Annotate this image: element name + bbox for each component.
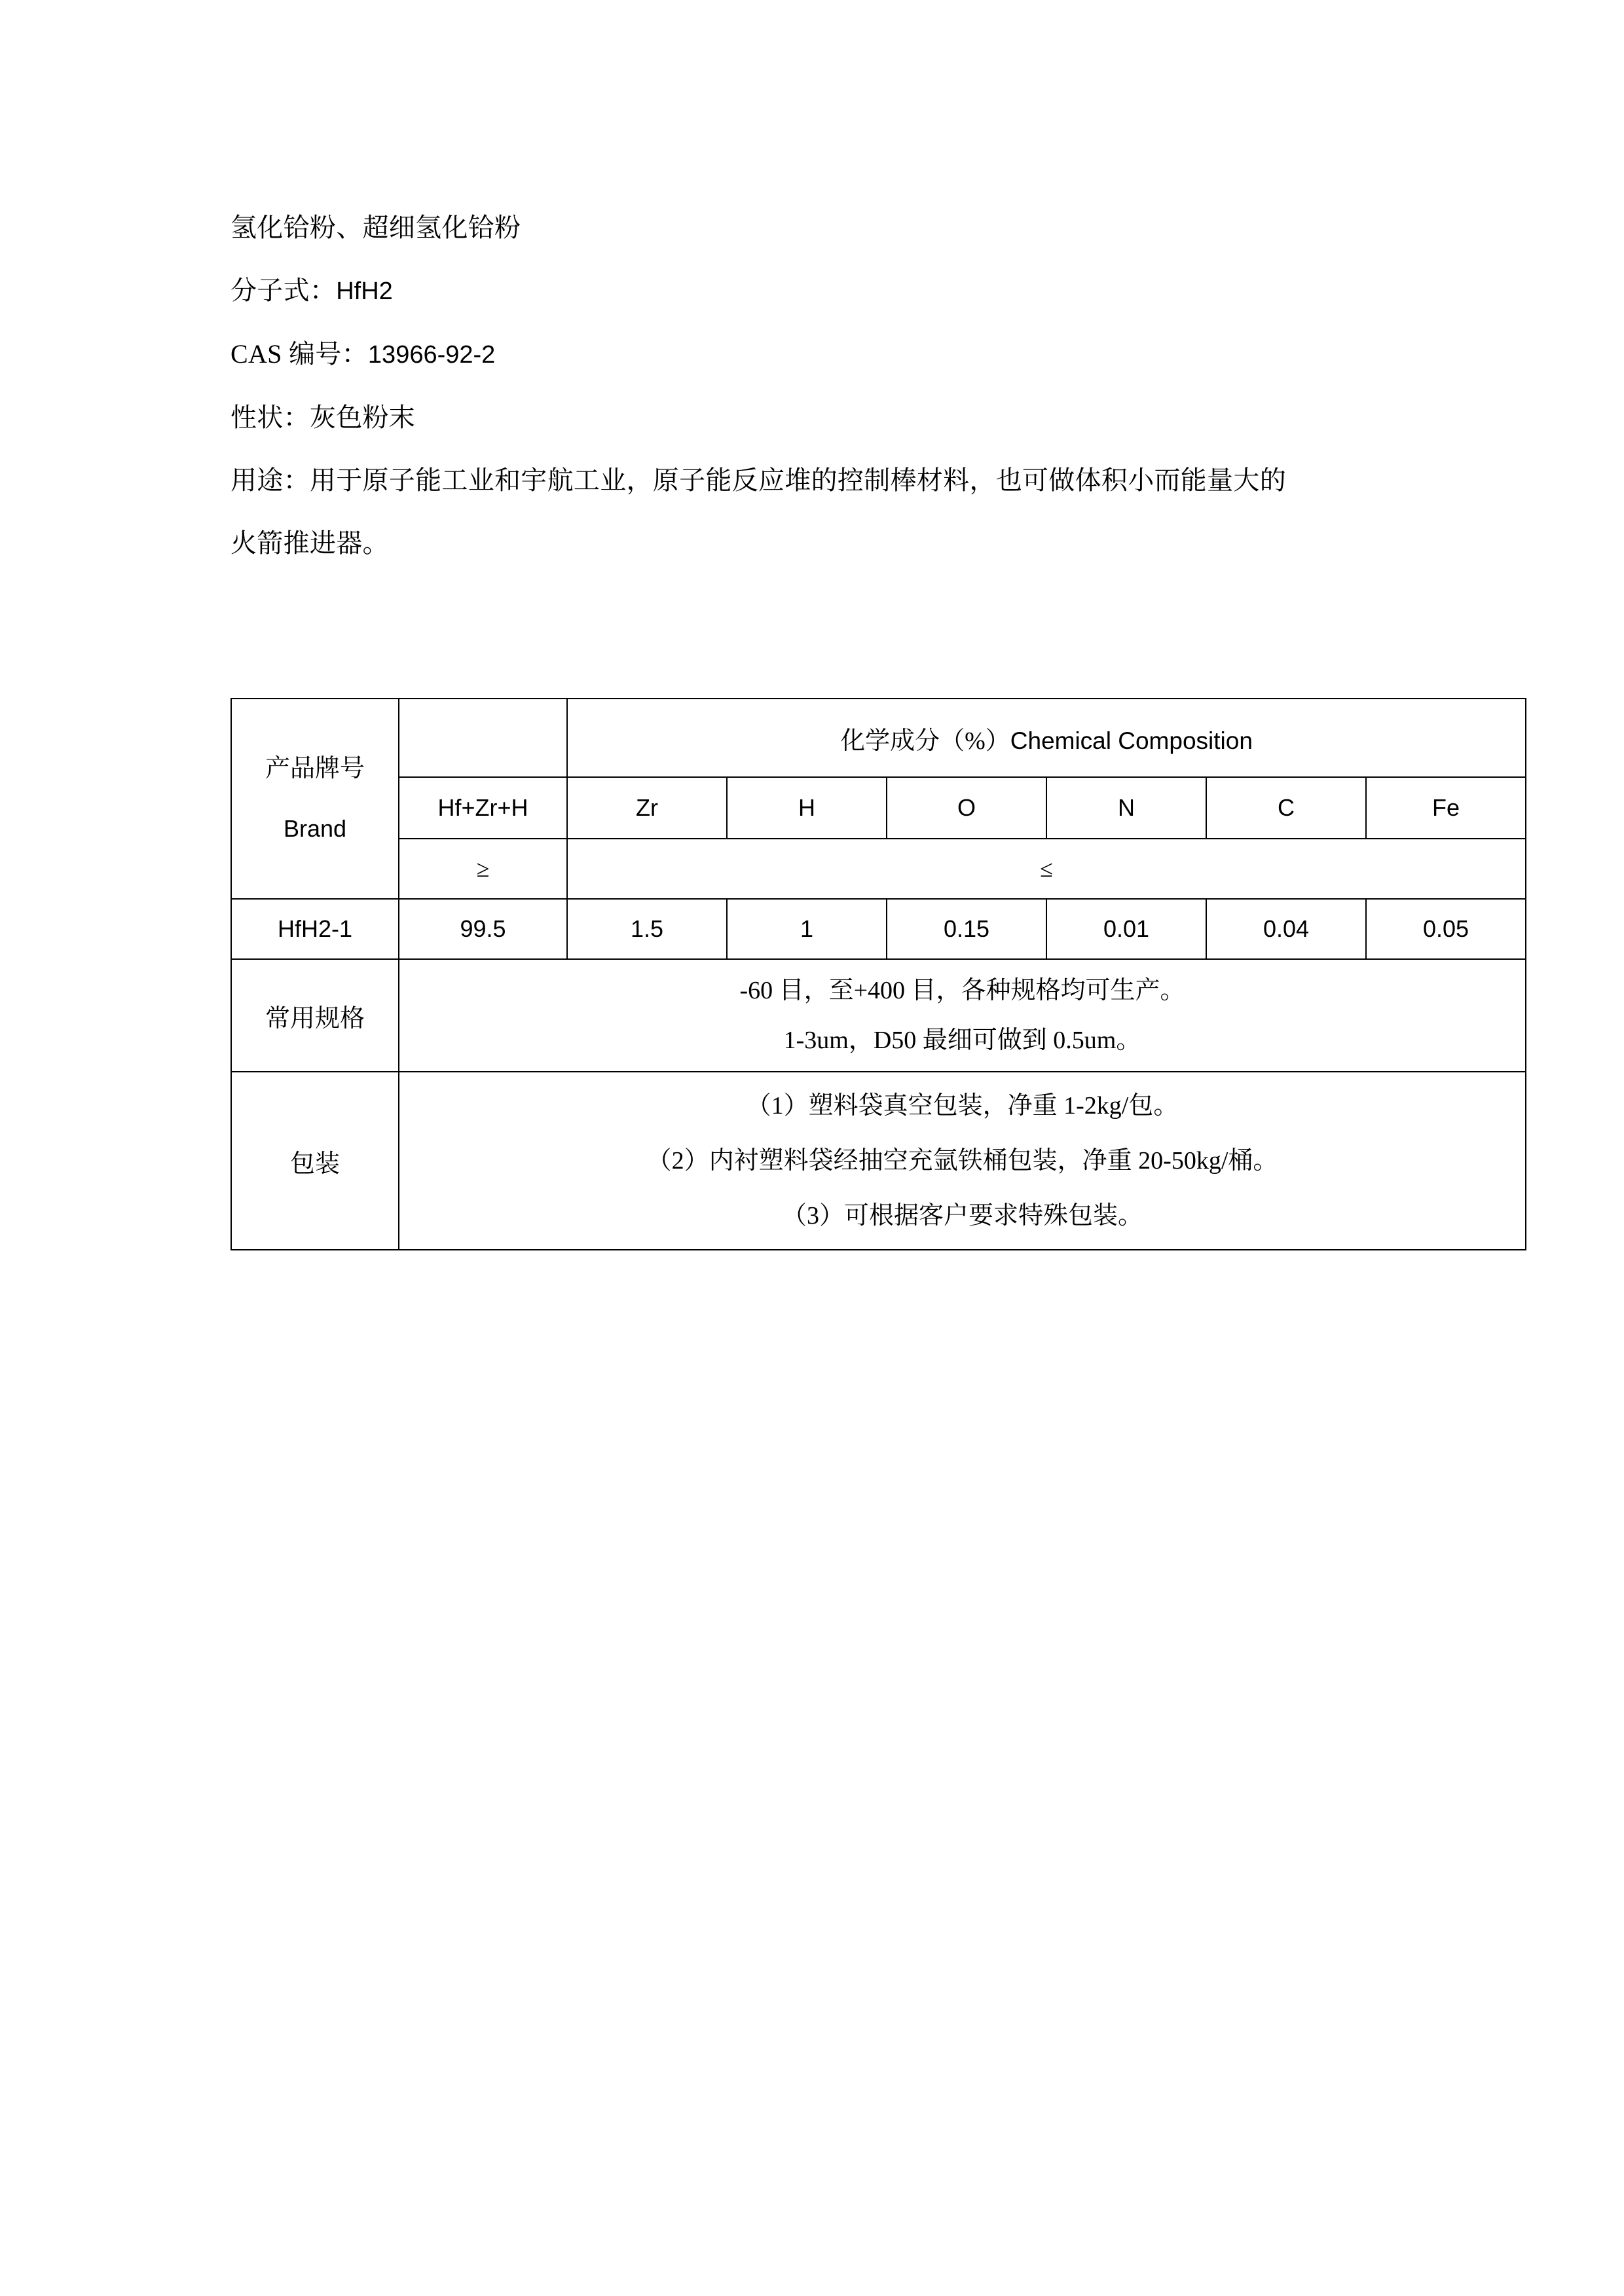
packaging-label: 包装 <box>231 1072 399 1250</box>
cas-number-value: 13966-92-2 <box>367 341 496 369</box>
specifications-label: 常用规格 <box>231 959 399 1072</box>
cell-brand-name: HfH2-1 <box>231 899 399 959</box>
cell-value-h: 1 <box>727 899 887 959</box>
molecular-formula-value: HfH2 <box>336 278 393 305</box>
intro-text-block <box>231 196 1475 575</box>
table-specifications-row <box>231 959 1526 1072</box>
cas-number-label: CAS 编号： <box>231 339 368 369</box>
appearance-line <box>231 386 1475 449</box>
cell-value-hf-zr-h: 99.5 <box>399 899 567 959</box>
composition-header-cn: 化学成分（%） <box>840 727 1010 755</box>
inequality-max-cell: ≤ <box>567 839 1526 899</box>
table-inequality-row <box>231 839 1526 899</box>
column-header-c: C <box>1206 777 1366 839</box>
usage-label: 用途： <box>231 465 310 495</box>
table-header-row-1 <box>231 699 1526 777</box>
composition-header-cell <box>567 699 1526 777</box>
table-packaging-row <box>231 1072 1526 1250</box>
usage-text-part-1: 用于原子能工业和宇航工业，原子能反应堆的控制棒材料，也可做体积小而能量大的 <box>309 465 1287 495</box>
column-header-n: N <box>1046 777 1206 839</box>
brand-label-cn: 产品牌号 <box>265 755 365 782</box>
specification-line-1: -60 目，至+400 目，各种规格均可生产。 <box>739 977 1185 1004</box>
column-header-fe: Fe <box>1366 777 1526 839</box>
cell-value-o: 0.15 <box>887 899 1046 959</box>
cas-number-line <box>231 323 1475 386</box>
usage-line-1 <box>231 449 1475 512</box>
molecular-formula-label: 分子式： <box>231 276 337 305</box>
packaging-content <box>399 1072 1526 1250</box>
column-header-hf-zr-h: Hf+Zr+H <box>399 777 567 839</box>
packaging-line-2: （2）内衬塑料袋经抽空充氩铁桶包装，净重 20-50kg/桶。 <box>646 1147 1278 1175</box>
specification-table <box>231 698 1526 1250</box>
specification-line-2: 1-3um，D50 最细可做到 0.5um。 <box>783 1027 1141 1054</box>
product-name-line <box>231 196 1475 259</box>
table-row <box>231 899 1526 959</box>
table-header-row-2 <box>231 777 1526 839</box>
column-header-o: O <box>887 777 1046 839</box>
column-header-zr: Zr <box>567 777 727 839</box>
brand-label-en: Brand <box>283 815 347 842</box>
column-header-h: H <box>727 777 887 839</box>
cell-value-c: 0.04 <box>1206 899 1366 959</box>
appearance-text: 性状：灰色粉末 <box>231 403 416 432</box>
blank-corner-cell <box>399 699 567 777</box>
usage-text-part-2: 火箭推进器。 <box>231 528 389 558</box>
specification-table-container <box>231 698 1526 1250</box>
usage-line-2 <box>231 512 1475 575</box>
cell-value-fe: 0.05 <box>1366 899 1526 959</box>
cell-value-zr: 1.5 <box>567 899 727 959</box>
brand-header-cell <box>231 699 399 899</box>
composition-header-en: Chemical Composition <box>1010 727 1253 754</box>
packaging-line-3: （3）可根据客户要求特殊包装。 <box>782 1202 1143 1230</box>
packaging-line-1: （1）塑料袋真空包装，净重 1-2kg/包。 <box>746 1092 1179 1120</box>
inequality-min-cell: ≥ <box>399 839 567 899</box>
cell-value-n: 0.01 <box>1046 899 1206 959</box>
product-name-text: 氢化铪粉、超细氢化铪粉 <box>231 213 521 242</box>
specifications-content <box>399 959 1526 1072</box>
molecular-formula-line <box>231 259 1475 323</box>
